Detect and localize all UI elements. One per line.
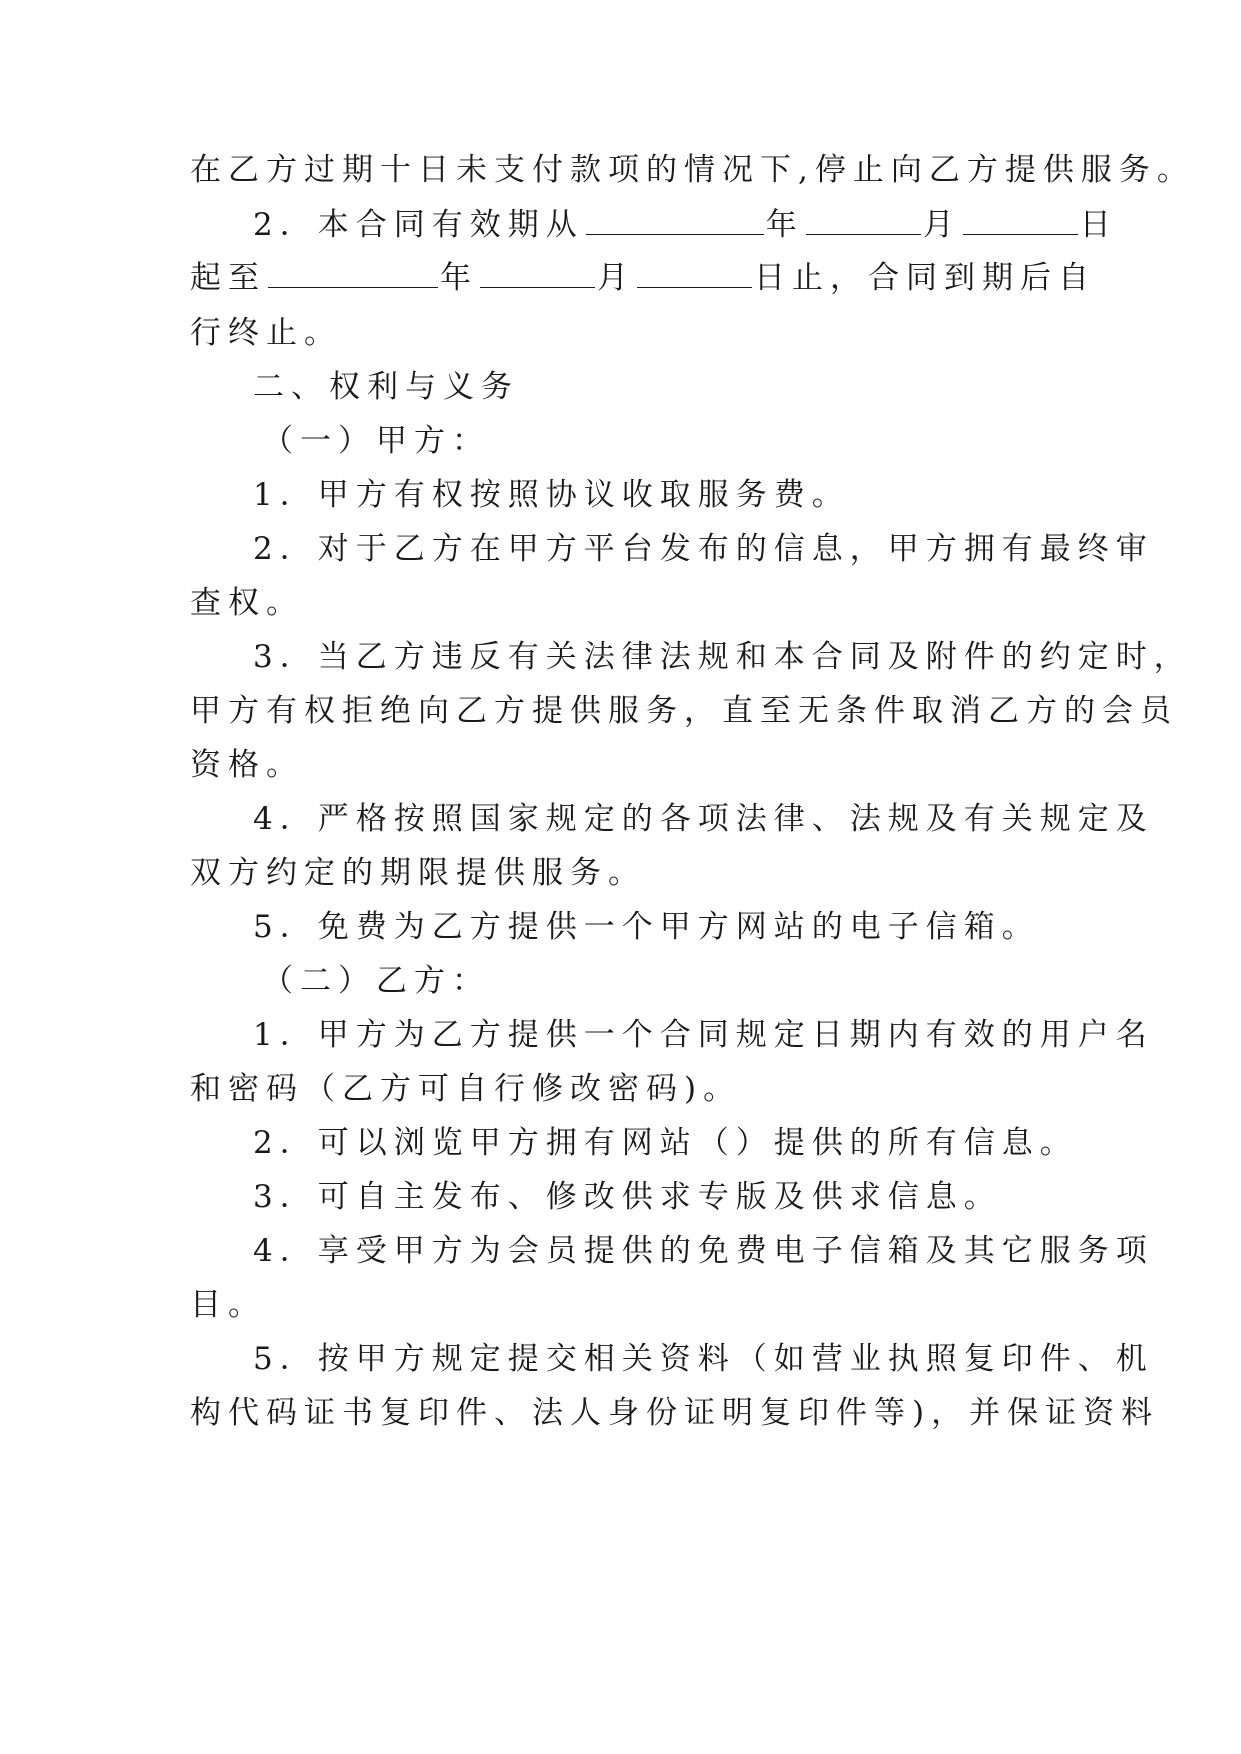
subsection-heading: （二）乙方： — [262, 963, 490, 999]
line-text: 月 — [922, 207, 961, 243]
list-item: 2．对于乙方在甲方平台发布的信息，甲方拥有最终审 — [253, 531, 1154, 567]
list-item-continuation: 双方约定的期限提供服务。 — [190, 855, 646, 891]
list-item: 1．甲方为乙方提供一个合同规定日期内有效的用户名 — [253, 1017, 1154, 1053]
month-blank — [806, 206, 921, 235]
list-item: 5．按甲方规定提交相关资料（如营业执照复印件、机 — [253, 1341, 1154, 1377]
line-text: 日止，合同到期后自 — [754, 260, 1096, 296]
paragraph-line: 在乙方过期十日未支付款项的情况下,停止向乙方提供服务。 — [190, 152, 1195, 188]
line-text: 起至 — [190, 260, 266, 296]
line-text: 年 — [440, 260, 478, 296]
line-text: 月 — [597, 260, 635, 296]
paragraph-line: 行终止。 — [190, 315, 342, 351]
validity-end-line — [190, 258, 1096, 298]
month-blank — [480, 259, 595, 288]
line-text: 日 — [1079, 207, 1118, 243]
list-item-continuation: 查权。 — [190, 585, 304, 621]
line-text: 年 — [765, 207, 804, 243]
list-item: 3．可自主发布、修改供求专版及供求信息。 — [253, 1179, 1002, 1215]
list-item: 3．当乙方违反有关法律法规和本合同及附件的约定时， — [253, 639, 1192, 675]
list-item-continuation: 目。 — [190, 1287, 266, 1323]
list-item-continuation: 资格。 — [190, 747, 304, 783]
list-item: 4．享受甲方为会员提供的免费电子信箱及其它服务项 — [253, 1233, 1154, 1269]
line-text: 2．本合同有效期从 — [253, 207, 584, 243]
year-blank — [586, 206, 764, 235]
list-item-continuation: 构代码证书复印件、法人身份证明复印件等)，并保证资料 — [190, 1395, 1160, 1431]
validity-period-line — [253, 205, 1118, 245]
list-item: 5．免费为乙方提供一个甲方网站的电子信箱。 — [253, 909, 1040, 945]
day-blank — [963, 206, 1078, 235]
list-item-continuation: 和密码（乙方可自行修改密码)。 — [190, 1071, 742, 1107]
list-item: 4．严格按照国家规定的各项法律、法规及有关规定及 — [253, 801, 1154, 837]
year-blank — [268, 259, 438, 288]
list-item: 2．可以浏览甲方拥有网站（）提供的所有信息。 — [253, 1125, 1078, 1161]
list-item: 1．甲方有权按照协议收取服务费。 — [253, 477, 850, 513]
section-heading: 二、权利与义务 — [253, 369, 519, 405]
subsection-heading: （一）甲方： — [262, 423, 490, 459]
list-item-continuation: 甲方有权拒绝向乙方提供服务，直至无条件取消乙方的会员 — [190, 693, 1178, 729]
day-blank — [637, 259, 752, 288]
